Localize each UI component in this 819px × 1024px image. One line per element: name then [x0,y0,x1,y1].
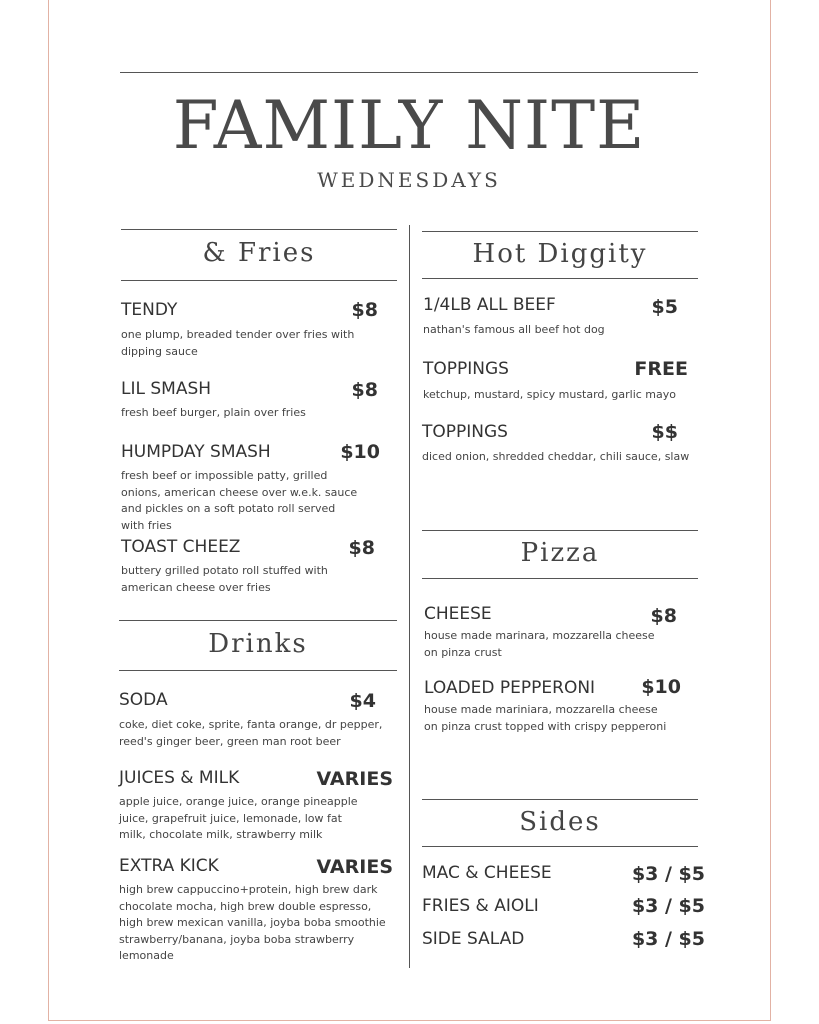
item-price: $5 [651,296,678,318]
item-description: ketchup, mustard, spicy mustard, garlic mayo [423,388,676,401]
item-price: $8 [351,299,378,321]
item-price: $10 [340,441,380,463]
pizza-top-rule [422,530,698,531]
item-price: $8 [351,379,378,401]
item-name: 1/4LB ALL BEEF [423,295,556,315]
drinks-top-rule [119,620,397,621]
side-price: $3 / $5 [631,928,705,950]
drinks-heading: Drinks [208,629,308,659]
side-name: MAC & CHEESE [422,863,552,883]
header-top-rule [120,72,698,73]
item-name: JUICES & MILK [119,768,240,788]
item-description: buttery grilled potato roll stuffed with american cheese over fries [121,564,328,594]
hotdiggity-heading: Hot Diggity [472,239,648,269]
item-price: VARIES [316,768,393,790]
menu-subtitle: WEDNESDAYS [317,168,501,192]
item-name: EXTRA KICK [119,856,219,876]
item-description: fresh beef burger, plain over fries [121,406,306,419]
item-description: house made marinara, mozzarella cheese on pinza crust [424,629,655,659]
item-description: diced onion, shredded cheddar, chili sauce, slaw [422,450,690,463]
item-name: TENDY [121,300,178,320]
fries-heading: & Fries [202,238,316,268]
item-name: CHEESE [424,604,492,624]
side-price: $3 / $5 [631,863,705,885]
pizza-bottom-rule [422,578,698,579]
item-name: HUMPDAY SMASH [121,442,271,462]
menu-title: FAMILY NITE [172,87,646,164]
hotdiggity-bottom-rule [422,278,698,279]
item-description: nathan's famous all beef hot dog [423,323,605,336]
pizza-heading: Pizza [520,538,600,568]
item-price: $$ [651,421,678,443]
item-name: LIL SMASH [121,379,212,399]
sides-bottom-rule [422,846,698,847]
item-description: fresh beef or impossible patty, grilled onions, american cheese over w.e.k. sauce and pickles on a soft potato roll served with fries [121,469,358,532]
item-name: TOAST CHEEZ [121,537,241,557]
item-description: coke, diet coke, sprite, fanta orange, dr pepper, reed's ginger beer, green man root beer [119,718,383,748]
item-price: $8 [650,605,677,627]
fries-top-rule [121,229,397,230]
column-divider [409,225,410,968]
item-price: $10 [641,676,681,698]
item-price: VARIES [316,856,393,878]
item-description: apple juice, orange juice, orange pineapple juice, grapefruit juice, lemonade, low fat milk, chocolate milk, strawberry milk [119,795,358,841]
item-name: TOPPINGS [423,359,509,379]
side-name: SIDE SALAD [422,929,525,949]
drinks-bottom-rule [119,670,397,671]
item-price: $8 [348,537,375,559]
hotdiggity-top-rule [422,231,698,232]
sides-top-rule [422,799,698,800]
side-price: $3 / $5 [631,895,705,917]
item-name: TOPPINGS [422,422,508,442]
item-price: $4 [349,690,376,712]
item-name: SODA [119,690,168,710]
item-description: house made mariniara, mozzarella cheese on pinza crust topped with crispy pepperoni [424,703,667,733]
fries-bottom-rule [121,280,397,281]
item-description: high brew cappuccino+protein, high brew dark chocolate mocha, high brew double espresso, high brew mexican vanilla, joyba boba smoothie strawberry/banana, joyba boba strawberry lemonade [119,883,386,962]
side-name: FRIES & AIOLI [422,896,539,916]
item-price: FREE [634,358,688,380]
sides-heading: Sides [519,807,601,837]
item-description: one plump, breaded tender over fries with dipping sauce [121,328,355,358]
item-name: LOADED PEPPERONI [424,678,596,698]
